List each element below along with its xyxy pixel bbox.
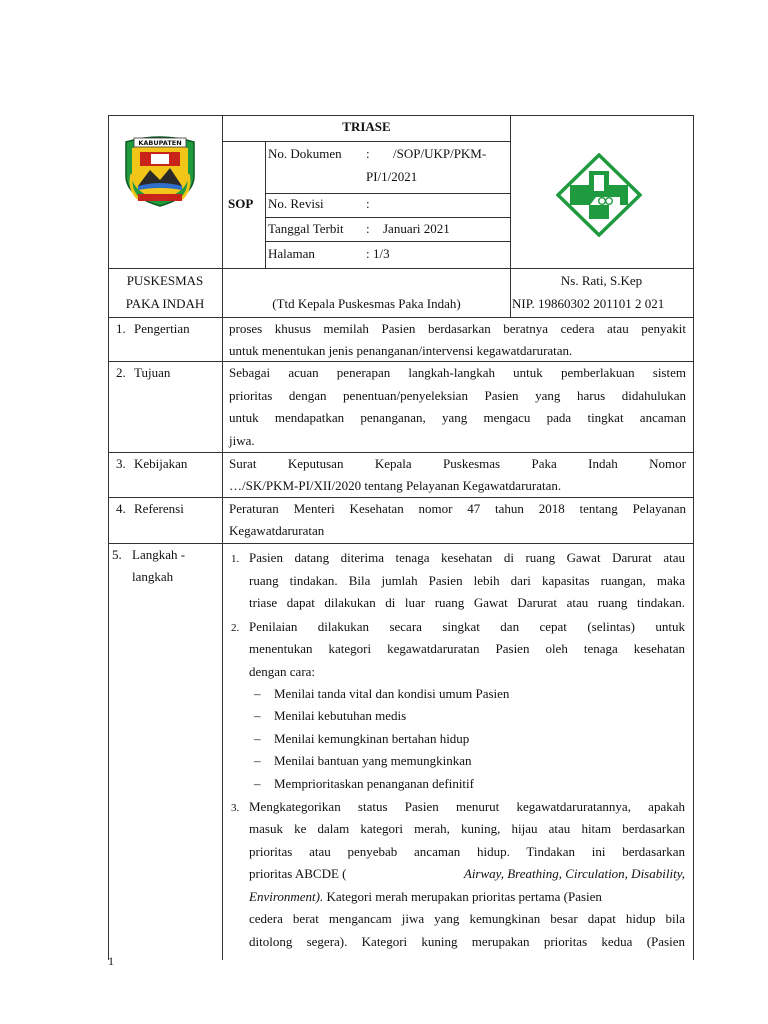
section-title-langkah: Langkah - [132, 547, 186, 562]
bullet-item: Menilai bantuan yang memungkinkan [274, 753, 472, 768]
table-border-left [108, 115, 109, 960]
table-line-header-bottom [108, 268, 694, 269]
referensi-text-line: Peraturan Menteri Kesehatan nomor 47 tahun 2018 tentang Pelayanan [229, 501, 686, 516]
signer-nip: NIP. 19860302 201101 2 021 [512, 296, 665, 311]
section-number: 5. [112, 547, 122, 562]
bullet-item: Menilai kemungkinan bertahan hidup [274, 731, 470, 746]
bullet-dash: – [254, 708, 261, 723]
bullet-item: Memprioritaskan penanganan definitif [274, 776, 474, 791]
section-title-langkah-cont: langkah [132, 569, 174, 584]
step-number: 2. [231, 622, 240, 634]
step-1-line: Pasien datang diterima tenaga kesehatan di ruang Gawat Darurat atau [249, 550, 685, 565]
step-3-line-environment [249, 886, 602, 909]
section-number: 2. [116, 365, 126, 380]
step-1-line: ruang tindakan. Bila jumlah Pasien lebih dari kapasitas ruangan, maka [249, 573, 685, 588]
step-3-line-abcde [249, 863, 685, 886]
kebijakan-text-line: Surat Keputusan Kepala Puskesmas Paka Indah Nomor [229, 456, 686, 471]
field-sep: : [366, 221, 370, 236]
section-number: 3. [116, 456, 126, 471]
pengertian-text-line: proses khusus memilah Pasien berdasarkan beratnya cedera atau penyakit [229, 321, 686, 336]
section-title-referensi: Referensi [134, 501, 184, 516]
field-label-no-dokumen: No. Dokumen [268, 146, 342, 161]
field-value-no-dokumen: /SOP/UKP/PKM- [393, 146, 487, 161]
bullet-dash: – [254, 753, 261, 768]
page-number: 1 [108, 954, 114, 968]
section-title-kebijakan: Kebijakan [134, 456, 188, 471]
abcde-italic: Airway, Breathing, Circulation, Disability, [463, 866, 685, 881]
step-3-line: masuk ke dalam kategori merah, kuning, hijau atau hitam berdasarkan [249, 821, 685, 836]
field-value-tanggal-terbit: Januari 2021 [383, 221, 450, 236]
table-border-right [693, 115, 694, 960]
field-label-tanggal-terbit: Tanggal Terbit [268, 221, 344, 236]
section-title-tujuan: Tujuan [134, 365, 171, 380]
bullet-item: Menilai kebutuhan medis [274, 708, 407, 723]
document-title: TRIASE [342, 119, 391, 134]
environment-italic: Environment). [249, 889, 324, 904]
field-label-no-revisi: No. Revisi [268, 196, 324, 211]
signer-name: Ns. Rati, S.Kep [560, 273, 643, 288]
referensi-text-line: Kegawatdaruratan [229, 523, 325, 538]
environment-rest: Kategori merah merupakan prioritas pertama (Pasien [323, 889, 602, 904]
table-line-field [265, 241, 511, 242]
step-2-line: Penilaian dilakukan secara singkat dan cepat (selintas) untuk [249, 619, 685, 634]
puskesmas-logo-icon [556, 153, 642, 237]
svg-text:KABUPATEN: KABUPATEN [138, 139, 182, 147]
section-title-pengertian: Pengertian [134, 321, 190, 336]
table-line-row [108, 543, 694, 544]
field-sep: : [366, 246, 370, 261]
tujuan-text-line: prioritas dengan penentuan/penyeleksian Pasien yang harus didahulukan [229, 388, 686, 403]
bullet-dash: – [254, 731, 261, 746]
section-number: 4. [116, 501, 126, 516]
field-label-halaman: Halaman [268, 246, 315, 261]
table-col-divider [222, 115, 223, 960]
bullet-item: Menilai tanda vital dan kondisi umum Pasien [274, 686, 510, 701]
step-3-line: prioritas atau penyebab ancaman hidup. Tindakan ini berdasarkan [249, 844, 685, 859]
kabupaten-emblem-icon [120, 130, 200, 208]
pengertian-text-line: untuk menentukan jenis penanganan/intervensi kegawatdaruratan. [229, 343, 573, 358]
kebijakan-text-line: …/SK/PKM-PI/XII/2020 tentang Pelayanan Kegawatdaruratan. [229, 478, 562, 493]
tujuan-text-line: jiwa. [229, 433, 255, 448]
step-number: 3. [231, 802, 240, 814]
step-2-line: menentukan kategori kegawatdaruratan Pasien oleh tenaga kesehatan [249, 641, 685, 656]
field-value-halaman: 1/3 [373, 246, 390, 261]
field-value-no-dokumen-cont: PI/1/2021 [366, 169, 418, 184]
signature-note: (Ttd Kepala Puskesmas Paka Indah) [272, 296, 461, 311]
tujuan-text-line: untuk mendapatkan penanganan, yang mengacu pada tingkat ancaman [229, 410, 686, 425]
tujuan-text-line: Sebagai acuan penerapan langkah-langkah untuk pemberlakuan sistem [229, 365, 686, 380]
table-sop-divider [265, 141, 266, 268]
step-3-line: Mengkategorikan status Pasien menurut kegawatdaruratannya, apakah [249, 799, 685, 814]
step-number: 1. [231, 553, 240, 565]
org-name-line1: PUSKESMAS [126, 273, 204, 288]
step-3-line: ditolong segera). Kategori kuning merupakan prioritas kedua (Pasien [249, 934, 685, 949]
section-number: 1. [116, 321, 126, 336]
abcde-prefix: prioritas ABCDE ( [249, 866, 347, 881]
field-sep: : [366, 196, 370, 211]
sop-label: SOP [228, 196, 254, 211]
bullet-dash: – [254, 686, 261, 701]
step-1-line: triase dapat dilakukan di luar ruang Gawat Darurat atau ruang tindakan. [249, 595, 685, 610]
step-2-line: dengan cara: [249, 664, 316, 679]
step-3-line: cedera berat mengancam jiwa yang kemungkinan besar dapat hidup bila [249, 911, 685, 926]
bullet-dash: – [254, 776, 261, 791]
org-name-line2: PAKA INDAH [125, 296, 205, 311]
field-sep: : [366, 146, 370, 161]
